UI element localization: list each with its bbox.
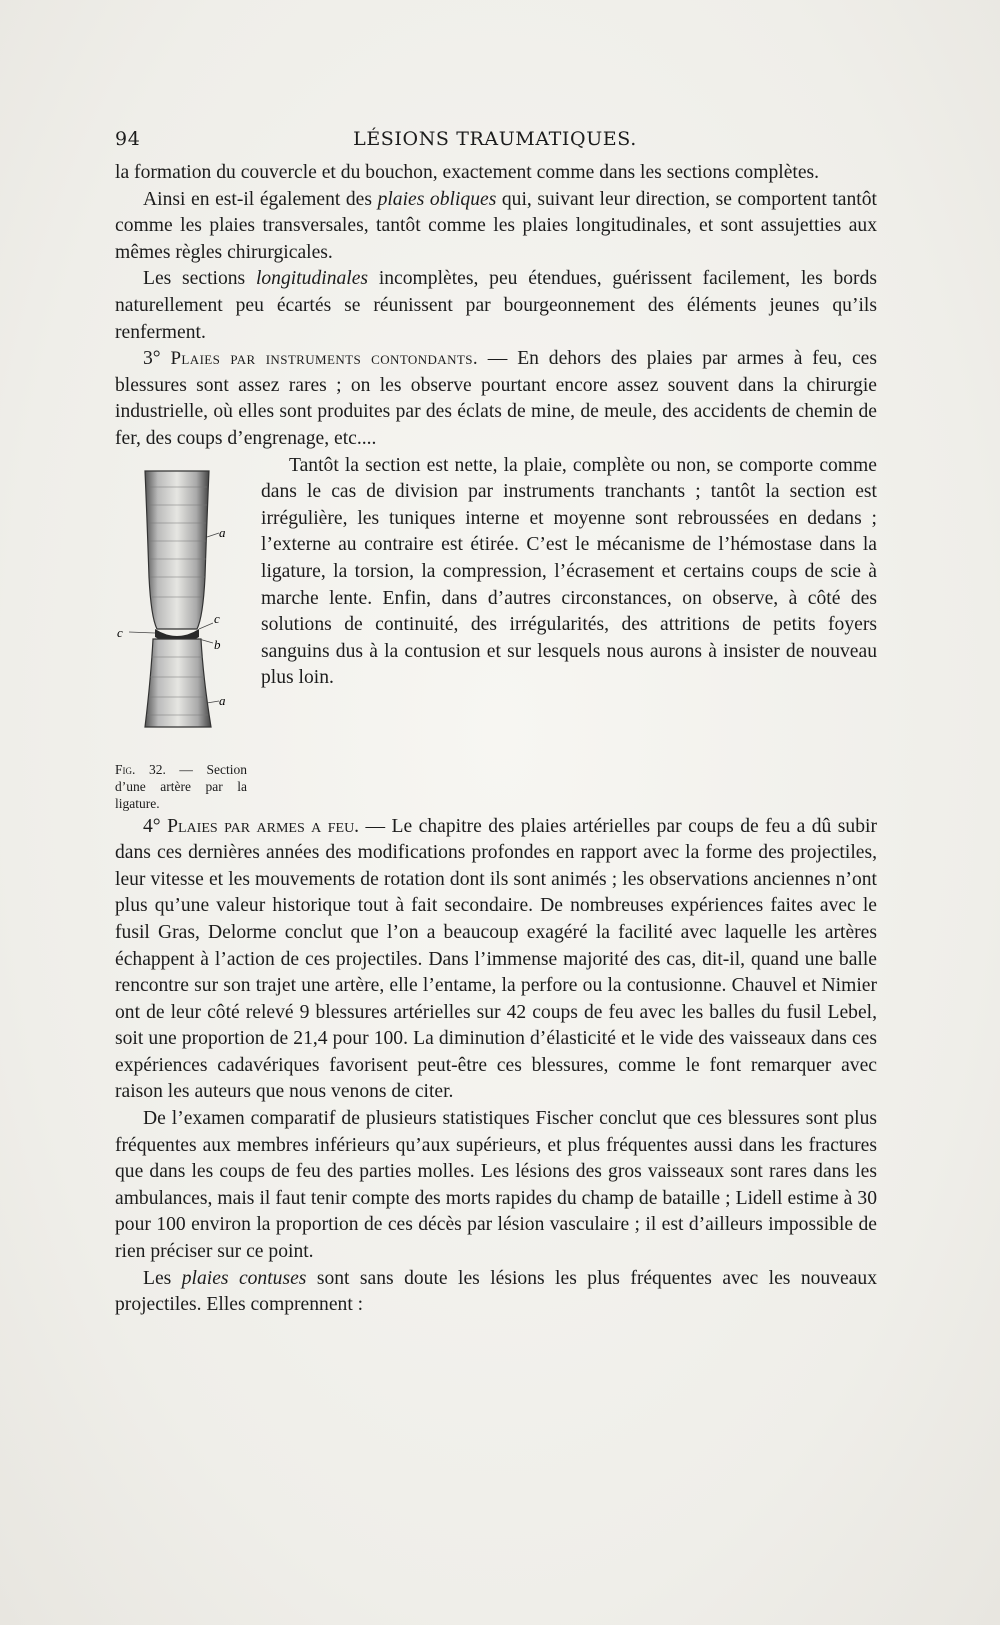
figure-label: Fig. 32.: [115, 761, 166, 777]
running-title: LÉSIONS TRAUMATIQUES.: [353, 128, 637, 150]
paragraph-text: Les sections: [143, 268, 256, 290]
paragraph: [115, 1266, 877, 1319]
italic-term: longitudinales: [255, 268, 369, 290]
running-header: [115, 128, 875, 158]
section-4-paragraph: [115, 814, 877, 1107]
figure-letter: a: [219, 692, 226, 708]
paragraph-text: sont sans doute les lésions les plus fréquentes avec les nouveaux projectiles. Elles comprennent :: [115, 1267, 877, 1316]
paragraph-text: Les: [143, 1267, 182, 1289]
page-number: 94: [115, 128, 141, 150]
caption-text: — Section d’une artère par la ligature.: [115, 761, 247, 811]
italic-term: plaies contuses: [181, 1267, 307, 1289]
section-heading: Plaies par armes a feu.: [167, 815, 360, 837]
paragraph-text: la formation du couvercle et du bouchon, exactement comme dans les sections complètes.: [115, 162, 820, 183]
artery-illustration: [115, 457, 247, 757]
paragraph-text: incomplètes, peu étendues, guérissent facilement, les bords naturellement peu écartés se réunissent par bourgeonnement des éléments jeunes qu’ils renferment.: [115, 268, 878, 343]
body-text: [115, 160, 877, 1319]
figure-32: [115, 457, 247, 812]
section-heading: Plaies par instruments contondants.: [170, 348, 478, 370]
paragraph: [115, 160, 877, 187]
section-number: 3°: [143, 348, 161, 370]
paragraph: [115, 187, 877, 267]
paragraph-text: — En dehors des plaies par armes à feu, ces blessures sont assez rares ; on les observe pourtant encore assez souvent dans la chirurgie industrielle, où elles sont produites par des éclats de mine, de meule, des accidents de chemin de fer, des coups d’engrenage, etc....: [115, 348, 877, 449]
paragraph-text: Ainsi en est-il également des: [143, 188, 378, 210]
figure-letter: b: [214, 636, 221, 652]
italic-term: plaies obliques: [377, 188, 497, 210]
paragraph-text: Tantôt la section est nette, la plaie, complète ou non, se comporte comme dans le cas de division par instruments tranchants ; tantôt la section est irrégulière, les tuniques interne et moyenne sont rebroussées en dedans ; l’externe au contraire est étirée. C’est le mécanisme de l’hémostase dans la ligature, la torsion, la compression, l’écrasement et certains coups de scie à marche lente. Enfin, dans d’autres circonstances, on observe, à côté des solutions de continuité, des irrégularités, des attritions de petits foyers sanguins dus à la contusion et sur lesquels nous aurons à insister de nouveau plus loin.: [261, 454, 877, 689]
figure-letter: c: [117, 624, 123, 640]
figure-letter: a: [219, 524, 226, 540]
paragraph: [115, 1106, 877, 1266]
paragraph-text: De l’examen comparatif de plusieurs statistiques Fischer conclut que ces blessures sont plus fréquentes aux membres inférieurs qu’aux supérieurs, et plus fréquentes aussi dans les fractures que dans les coups de feu des parties molles. Les lésions des gros vaisseaux sont rares dans les ambulances, mais il faut tenir compte des morts rapides du champ de bataille ; Lidell estime à 30 pour 100 environ la proportion de ces décès par lésion vasculaire ; il est d’ailleurs impossible de rien préciser sur ce point.: [115, 1108, 877, 1263]
paragraph-text: — Le chapitre des plaies artérielles par coups de feu a dû subir dans ces dernières années des modifications profondes en rapport avec la forme des projectiles, leur vitesse et les mouvements de rotation dont ils sont animés ; les observations anciennes n’ont plus qu’une valeur historique tout à fait secondaire. De nombreuses expériences faites avec le fusil Gras, Delorme conclut que l’on a beaucoup exagéré la facilité avec laquelle les artères échappent à l’action de ces projectiles. Dans l’immense majorité des cas, dit-il, quand une balle rencontre sur son trajet une artère, elle l’entame, la perfore ou la contusionne. Chauvel et Nimier ont de leur côté relevé 9 blessures artérielles sur 42 coups de feu avec les balles du fusil Lebel, soit une proportion de 21,4 pour 100. La diminution d’élasticité et le vide des vaisseaux dans ces expériences cadavériques favorisent peut-être ces blessures, comme le font remarquer avec raison les auteurs que nous venons de citer.: [115, 815, 877, 1103]
paragraph: [115, 266, 877, 346]
figure-caption: [115, 761, 247, 812]
section-3-paragraph: [115, 346, 877, 452]
figure-letter: c: [214, 610, 220, 626]
section-number: 4°: [143, 815, 161, 837]
paragraph-text: qui, suivant leur direction, se comportent tantôt comme les plaies transversales, tantôt comme les plaies longitudinales, et sont assujetties aux mêmes règles chirurgicales.: [115, 188, 877, 263]
